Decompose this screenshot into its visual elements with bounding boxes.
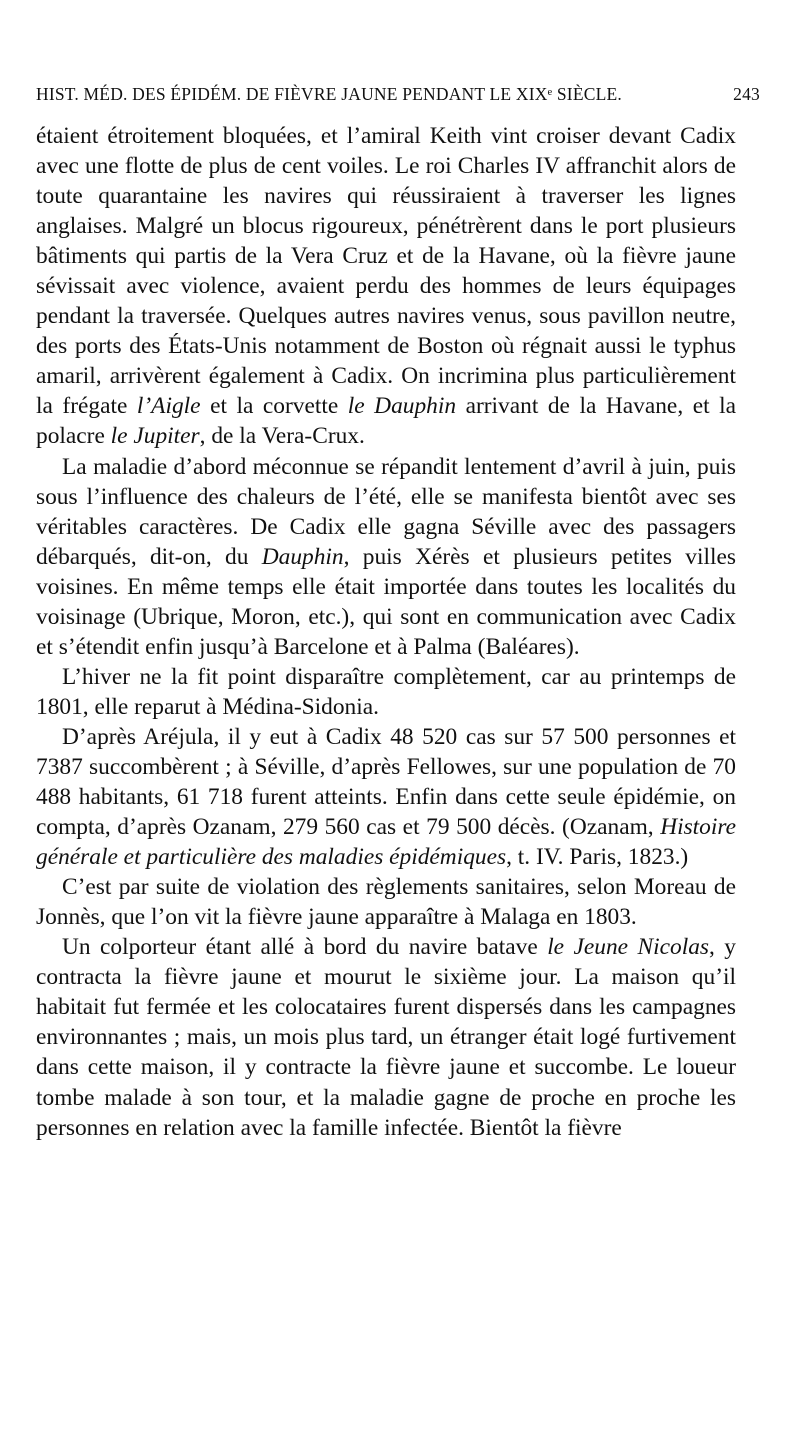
- text-run: D’après Aréjula, il y eut à Cadix 48 520 cas sur 57 500 personnes et 7387 succombèrent ; à Séville, d’après Fellowes, sur une population de 70 488 habitants, 61 718 furent atteints. Enfin dans cette seule épidémie, on compta, d’après Ozanam, 279 560 cas et 79 500 décès. (Ozanam,: [36, 723, 736, 841]
- running-header: [36, 84, 760, 105]
- text-run: étaient étroitement bloquées, et l’amiral Keith vint croiser devant Cadix avec une flotte de plus de cent voiles. Le roi Charles IV affranchit alors de toute quarantaine les navires qui réussiraient à traverser les lignes anglaises. Malgré un blocus rigoureux, pénétrèrent dans le port plusieurs bâtiments qui partis de la Vera Cruz et de la Havane, où la fièvre jaune sévissait avec violence, avaient perdu des hommes de leurs équipages pendant la traversée. Quelques autres navires venus, sous pavillon neutre, des ports des États-Unis notamment de Boston où régnait aussi le typhus amaril, arrivèrent également à Cadix. On incrimina plus particulièrement la frégate: [36, 123, 736, 420]
- paragraph: [36, 662, 736, 722]
- text-run: La maladie d’abord méconnue se répandit lentement d’avril à juin, puis sous l’influence des chaleurs de l’été, elle se manifesta bientôt avec ses véritables caractères. De Cadix elle gagna Séville avec des passagers débarqués, dit-on, du: [36, 453, 736, 570]
- book-title: Histoire générale et particulière des maladies épidémiques: [36, 814, 736, 871]
- text-run: arrivant de la Havane, et la polacre: [36, 393, 736, 450]
- text-run: C’est par suite de violation des règlements sanitaires, selon Moreau de Jonnès, que l’on vit la fièvre jaune apparaître à Malaga en 1803.: [36, 874, 736, 931]
- page-number: 243: [733, 84, 760, 104]
- paragraph: [36, 872, 736, 932]
- text-run: et la corvette: [200, 393, 348, 420]
- paragraph: [36, 452, 736, 662]
- text-run: , puis Xérès et plusieurs petites villes voisines. En même temps elle était importée dans toutes les localités du voisinage (Ubrique, Moron, etc.), qui sont en communication avec Cadix et s’étendit enfin jusqu’à Barcelone et à Palma (Baléares).: [36, 543, 736, 660]
- paragraph: [36, 121, 736, 452]
- ship-name: Dauphin: [261, 543, 344, 570]
- ship-name: l’Aigle: [136, 393, 201, 420]
- text-run: , t. IV. Paris, 1823.): [506, 844, 689, 871]
- running-title: HIST. MÉD. DES ÉPIDÉM. DE FIÈVRE JAUNE PENDANT LE XIXᵉ SIÈCLE.: [36, 84, 622, 104]
- text-run: L’hiver ne la fit point disparaître complètement, car au printemps de 1801, elle reparut à Médina-Sidonia.: [36, 663, 736, 720]
- text-run: , y contracta la fièvre jaune et mourut le sixième jour. La maison qu’il habitait fut fermée et les colocataires furent dispersés dans les campagnes environnantes ; mais, un mois plus tard, un étranger était logé furtivement dans cette maison, il y contracte la fièvre jaune et succombe. Le loueur tombe malade à son tour, et la maladie gagne de proche en proche les personnes en relation avec la famille infectée. Bientôt la fièvre: [36, 934, 737, 1141]
- ship-name: le Jupiter: [110, 423, 200, 450]
- text-run: , de la Vera-Crux.: [199, 423, 365, 450]
- paragraph: [36, 932, 736, 1142]
- paragraph: [36, 722, 736, 872]
- text-run: Un colporteur étant allé à bord du navire batave: [62, 934, 548, 961]
- ship-name: le Dauphin: [347, 393, 457, 420]
- ship-name: le Jeune Nicolas: [547, 934, 709, 961]
- body-text: [36, 121, 736, 1143]
